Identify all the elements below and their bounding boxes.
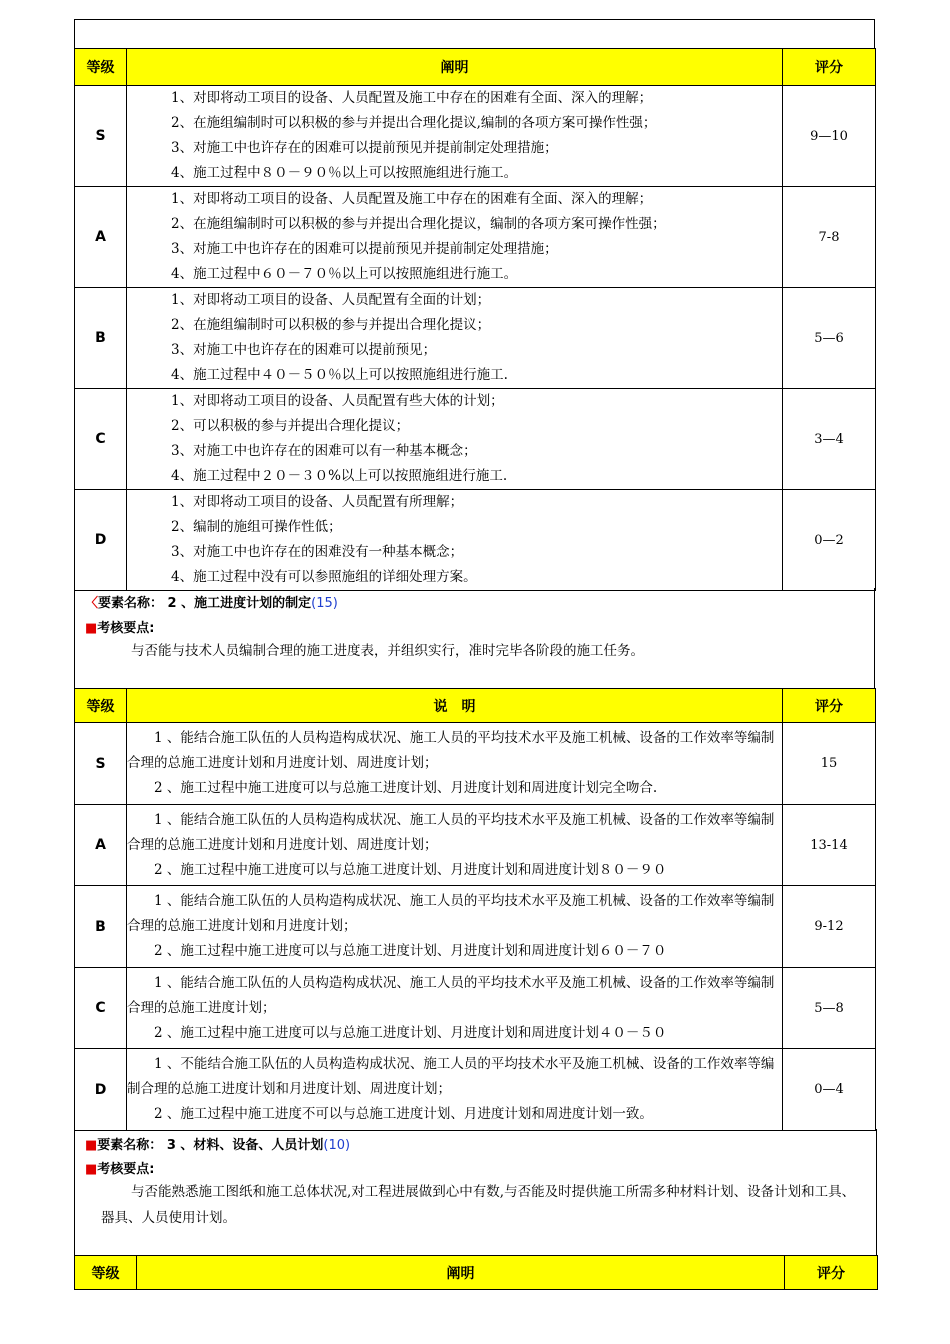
row-level: S — [75, 86, 127, 187]
desc-line: 1 、不能结合施工队伍的人员构造构成状况、施工人员的平均技术水平及施工机械、设备的工作效率等编制合理的总施工进度计划和月进度计划、周进度计划； — [127, 1056, 775, 1097]
desc-line: 2、在施组编制时可以积极的参与并提出合理化提议，编制的各项方案可操作性强； — [171, 216, 666, 232]
row-level: C — [75, 389, 127, 490]
row-level: B — [75, 288, 127, 389]
row-level: A — [75, 805, 127, 886]
row-level: B — [75, 886, 127, 968]
row-score: 7-8 — [783, 187, 876, 288]
row-level: S — [75, 723, 127, 805]
row-description — [127, 86, 783, 187]
desc-line: 2 、施工过程中施工进度可以与总施工进度计划、月进度计划和周进度计划６０－７０ — [154, 943, 667, 959]
header-score: 评分 — [785, 1256, 878, 1290]
row-description — [127, 1049, 783, 1131]
desc-line: 4、施工过程中６０－７０％以上可以按照施组进行施工。 — [171, 266, 518, 282]
header-desc: 阐明 — [137, 1256, 785, 1290]
row-score: 13-14 — [783, 805, 876, 886]
table-1-header — [75, 49, 876, 86]
desc-line: 3、对施工中也许存在的困难可以提前预见并提前制定处理措施； — [171, 140, 558, 156]
row-score: 3—4 — [783, 389, 876, 490]
section-3-title — [85, 1134, 350, 1153]
table-row — [75, 1049, 876, 1131]
section-3 — [74, 1129, 877, 1256]
desc-line: 1 、能结合施工队伍的人员构造构成状况、施工人员的平均技术水平及施工机械、设备的工作效率等编制合理的总施工进度计划和月进度计划； — [127, 893, 775, 934]
section-2-bullet: 〈 — [85, 596, 99, 611]
section-2-points: (15) — [311, 596, 338, 611]
row-description — [127, 968, 783, 1049]
table-2 — [74, 688, 876, 1131]
table-row — [75, 389, 876, 490]
header-level: 等级 — [75, 689, 127, 723]
table-2-header — [75, 689, 876, 723]
desc-line: 3、对施工中也许存在的困难可以提前预见； — [171, 342, 437, 358]
row-description — [127, 805, 783, 886]
header-desc: 阐明 — [127, 49, 783, 86]
desc-line: 1 、能结合施工队伍的人员构造构成状况、施工人员的平均技术水平及施工机械、设备的工作效率等编制合理的总施工进度计划； — [127, 974, 775, 1016]
row-score: 9-12 — [783, 886, 876, 968]
desc-line: 3、对施工中也许存在的困难没有一种基本概念； — [171, 544, 464, 560]
table-3-header — [75, 1256, 878, 1290]
section-2 — [74, 588, 875, 689]
row-description — [127, 288, 783, 389]
table-3 — [74, 1255, 878, 1290]
top-blank-row — [74, 19, 875, 50]
row-level: C — [75, 968, 127, 1049]
desc-line: 2、在施组编制时可以积极的参与并提出合理化提议； — [171, 317, 491, 333]
row-description — [127, 187, 783, 288]
table-row — [75, 86, 876, 187]
section-2-key-text: 与否能与技术人员编制合理的施工进度表，并组织实行，准时完毕各阶段的施工任务。 — [131, 643, 644, 659]
desc-line: 4、施工过程中８０－９０％以上可以按照施组进行施工。 — [171, 165, 518, 181]
row-description — [127, 723, 783, 805]
row-score: 0—4 — [783, 1049, 876, 1131]
row-description — [127, 886, 783, 968]
desc-line: 1、对即将动工项目的设备、人员配置有所理解； — [171, 494, 464, 510]
row-score: 5—6 — [783, 288, 876, 389]
table-row — [75, 886, 876, 968]
table-row — [75, 187, 876, 288]
table-1 — [74, 48, 876, 591]
desc-line: 3、对施工中也许存在的困难可以提前预见并提前制定处理措施； — [171, 241, 558, 257]
desc-line: 2 、施工过程中施工进度不可以与总施工进度计划、月进度计划和周进度计划一致。 — [154, 1106, 653, 1122]
desc-line: 2 、施工过程中施工进度可以与总施工进度计划、月进度计划和周进度计划８０－９０ — [154, 861, 667, 878]
header-desc: 说 明 — [127, 689, 783, 723]
table-row — [75, 968, 876, 1049]
desc-line: 3、对施工中也许存在的困难可以有一种基本概念； — [171, 443, 477, 459]
desc-line: 1 、能结合施工队伍的人员构造构成状况、施工人员的平均技术水平及施工机械、设备的工作效率等编制合理的总施工进度计划和月进度计划、周进度计划； — [127, 730, 775, 771]
desc-line: 2、可以积极的参与并提出合理化提议； — [171, 418, 410, 434]
desc-line: 4、施工过程中没有可以参照施组的详细处理方案。 — [171, 569, 477, 585]
desc-line: 2 、施工过程中施工进度可以与总施工进度计划、月进度计划和周进度计划完全吻合. — [154, 780, 658, 796]
section-3-key-label: ■考核要点: — [85, 1162, 155, 1177]
desc-line: 1 、能结合施工队伍的人员构造构成状况、施工人员的平均技术水平及施工机械、设备的工作效率等编制合理的总施工进度计划和月进度计划、周进度计划； — [127, 811, 775, 853]
desc-line: 2、编制的施组可操作性低； — [171, 519, 342, 535]
section-3-bullet: ■ — [85, 1138, 98, 1153]
table-row — [75, 288, 876, 389]
table-row — [75, 723, 876, 805]
row-score: 0—2 — [783, 490, 876, 591]
section-3-points: (10) — [323, 1138, 351, 1153]
row-score: 5—8 — [783, 968, 876, 1049]
desc-line: 2、在施组编制时可以积极的参与并提出合理化提议,编制的各项方案可操作性强； — [171, 115, 657, 131]
row-description — [127, 490, 783, 591]
header-score: 评分 — [783, 689, 876, 723]
header-score: 评分 — [783, 49, 876, 86]
table-row — [75, 805, 876, 886]
row-level: A — [75, 187, 127, 288]
desc-line: 1、对即将动工项目的设备、人员配置及施工中存在的困难有全面、深入的理解； — [171, 191, 653, 207]
desc-line: 1、对即将动工项目的设备、人员配置及施工中存在的困难有全面、深入的理解； — [171, 90, 653, 106]
desc-line: 2 、施工过程中施工进度可以与总施工进度计划、月进度计划和周进度计划４０－５０ — [154, 1024, 667, 1041]
section-2-title — [85, 592, 338, 611]
row-description — [127, 389, 783, 490]
desc-line: 4、施工过程中２０－３０%以上可以按照施组进行施工. — [171, 468, 508, 484]
header-level: 等级 — [75, 1256, 137, 1290]
section-3-title-text: 要素名称： 3 、材料、设备、人员计划 — [97, 1138, 324, 1153]
desc-line: 1、对即将动工项目的设备、人员配置有全面的计划； — [171, 292, 491, 308]
row-level: D — [75, 490, 127, 591]
desc-line: 1、对即将动工项目的设备、人员配置有些大体的计划； — [171, 393, 504, 409]
row-score: 15 — [783, 723, 876, 805]
section-2-key-label: ■考核要点: — [85, 621, 155, 636]
section-3-key-text: 与否能熟悉施工图纸和施工总体状况,对工程进展做到心中有数,与否能及时提供施工所需多种材料计划、设备计划和工具、器具、人员使用计划。 — [101, 1184, 856, 1226]
row-score: 9—10 — [783, 86, 876, 187]
section-2-title-text: 要素名称： 2 、施工进度计划的制定 — [98, 596, 312, 611]
table-row — [75, 490, 876, 591]
desc-line: 4、施工过程中４０－５０％以上可以按照施组进行施工. — [171, 367, 508, 383]
row-level: D — [75, 1049, 127, 1131]
header-level: 等级 — [75, 49, 127, 86]
